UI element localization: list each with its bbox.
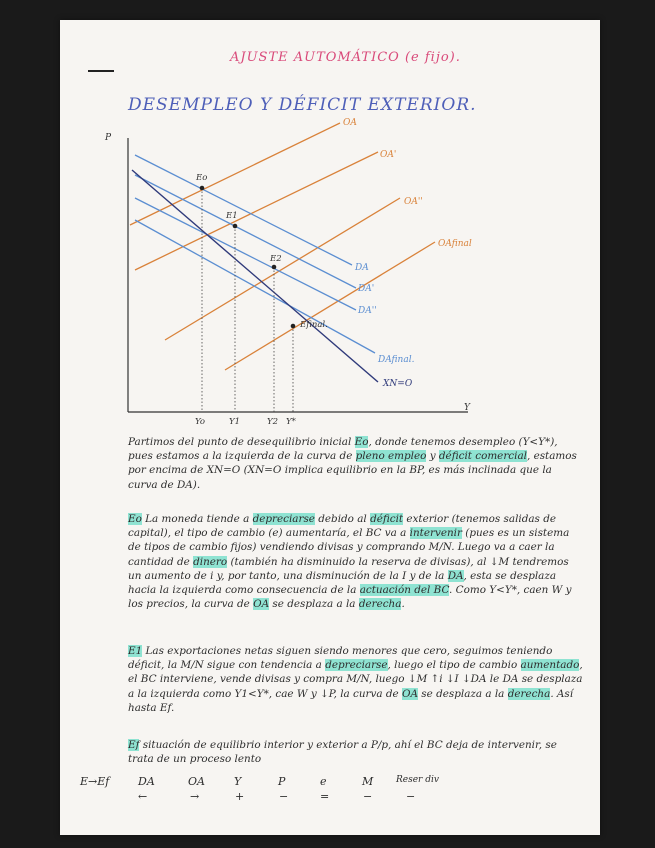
da-prime-label: DA' xyxy=(358,284,375,294)
da-curve xyxy=(135,155,352,265)
highlight-pleno-empleo: pleno empleo xyxy=(355,450,427,463)
x-tick-y2: Y2 xyxy=(267,417,279,427)
summary-change: − xyxy=(363,790,373,803)
text-span: . Así hasta Ef. xyxy=(128,687,574,714)
y-axis-label: P xyxy=(105,133,112,143)
text-span: se desplaza a la xyxy=(418,687,508,700)
summary-label: E→Ef xyxy=(80,775,110,788)
summary-change: = xyxy=(320,790,330,803)
text-span: debido al xyxy=(314,513,371,525)
paragraph-e1 xyxy=(128,644,583,715)
point-e1-label: E1 xyxy=(226,211,238,221)
oa-prime-curve xyxy=(135,152,378,270)
x-tick-y0: Yo xyxy=(195,417,205,427)
highlight-derecha: derecha xyxy=(358,598,402,611)
point-e0-label: Eo xyxy=(196,173,208,183)
text-span: , estamos por encima de XN=O (XN=O implica equilibrio en la BP, es más inclinada que la curva de DA). xyxy=(128,450,577,491)
summary-change: ← xyxy=(138,790,148,803)
highlight-deficit-comercial: déficit comercial xyxy=(438,450,527,463)
highlight-e1-label: E1 xyxy=(128,645,143,657)
text-span: , donde tenemos desempleo (Y<Y*), pues estamos a la izquierda de la curva de xyxy=(128,436,558,463)
highlight-ef-label: Ef xyxy=(128,739,140,751)
summary-change: − xyxy=(406,790,416,803)
point-efinal-label: Efinal. xyxy=(300,320,328,330)
highlight-da: DA xyxy=(447,569,464,582)
point-e1 xyxy=(233,224,238,229)
highlight-dinero: dinero xyxy=(193,555,228,568)
text-span: , esta se desplaza hacia la izquierda como consecuencia de la xyxy=(128,569,557,597)
text-span: Partimos del punto de desequilibrio inicial xyxy=(128,436,355,448)
summary-change: → xyxy=(190,790,200,803)
summary-header: DA xyxy=(138,775,155,788)
paragraph-e0 xyxy=(128,512,583,611)
x-tick-ystar: Y* xyxy=(286,417,296,427)
page-title: DESEMPLEO Y DÉFICIT EXTERIOR. xyxy=(128,95,477,115)
oa-curve xyxy=(130,123,340,225)
da-double-prime-label: DA'' xyxy=(358,306,377,316)
highlight-e0-label: Eo xyxy=(128,513,142,525)
oa-final-label: OAfinal xyxy=(438,239,472,249)
summary-change: + xyxy=(235,790,245,803)
highlight-deficit: déficit xyxy=(370,513,404,525)
highlight-actuacion-bc: actuación del BC xyxy=(359,584,450,597)
paragraph-initial-state xyxy=(128,435,583,492)
oa-label: OA xyxy=(343,118,357,128)
text-span: situación de equilibrio interior y exterior a P/p, ahí el BC deja de intervenir, se trata de un proceso lento xyxy=(128,739,557,766)
oa-final-curve xyxy=(225,242,435,370)
point-efinal xyxy=(291,324,296,329)
point-e0 xyxy=(200,186,205,191)
notebook-page xyxy=(60,20,600,835)
summary-header: e xyxy=(320,775,327,788)
text-span: , el BC interviene, vende divisas y compra M/N, luego ↓M ↑i ↓I ↓DA le DA se desplaza a la izquierda como Y1<Y*, cae W y ↓P, la curva de xyxy=(128,659,583,700)
text-span: exterior (tenemos salidas de capital), el tipo de cambio (e) aumentaría, el BC va a xyxy=(128,513,556,540)
text-span: y xyxy=(426,450,439,463)
text-span: (pues es un sistema de tipos de cambio fijos) vendiendo divisas y comprando M/N. Luego va a caer la cantidad de xyxy=(128,527,570,568)
da-label: DA xyxy=(355,263,369,273)
oa-prime-label: OA' xyxy=(380,150,397,160)
text-span: se desplaza a la xyxy=(269,598,359,611)
highlight-e0: Eo xyxy=(354,436,369,448)
xn-zero-label: XN=O xyxy=(383,379,413,389)
summary-header: P xyxy=(278,775,286,788)
highlight-derecha: derecha xyxy=(507,687,551,700)
da-final-curve xyxy=(135,220,375,353)
summary-header: Reser div xyxy=(396,775,439,785)
highlight-depreciarse: depreciarse xyxy=(325,659,388,672)
highlight-intervenir: intervenir xyxy=(409,527,462,540)
text-span: . Como Y<Y*, caen W y los precios, la curva de xyxy=(128,584,572,611)
oa-double-prime-label: OA'' xyxy=(404,197,423,207)
point-e2 xyxy=(272,265,277,270)
text-span: , luego el tipo de cambio xyxy=(387,659,521,672)
oa-da-graph xyxy=(60,20,600,440)
highlight-oa: OA xyxy=(253,598,270,611)
text-span: (también ha disminuido la reserva de divisas), al ↓M tendremos un aumento de i y, por tanto, una disminución de la I y de la xyxy=(128,555,569,582)
point-e2-label: E2 xyxy=(270,254,282,264)
xn-zero-line xyxy=(132,170,378,382)
x-tick-y1: Y1 xyxy=(229,417,241,427)
text-span: Las exportaciones netas siguen siendo menores que cero, seguimos teniendo déficit, la M/N sigue con tendencia a xyxy=(128,645,553,672)
highlight-aumentado: aumentado xyxy=(520,659,580,672)
text-span: . xyxy=(401,598,405,611)
da-final-label: DAfinal. xyxy=(378,355,415,365)
summary-header: OA xyxy=(188,775,205,788)
page-subtitle: AJUSTE AUTOMÁTICO (e fijo). xyxy=(230,50,461,65)
paragraph-efinal xyxy=(128,738,583,766)
summary-header: M xyxy=(362,775,374,788)
summary-header: Y xyxy=(234,775,242,788)
summary-change: − xyxy=(279,790,289,803)
da-prime-curve xyxy=(135,175,356,288)
x-axis-label: Y xyxy=(464,403,470,413)
text-span: La moneda tiende a xyxy=(141,513,253,525)
highlight-oa: OA xyxy=(401,687,418,700)
highlight-depreciarse: depreciarse xyxy=(252,513,315,525)
